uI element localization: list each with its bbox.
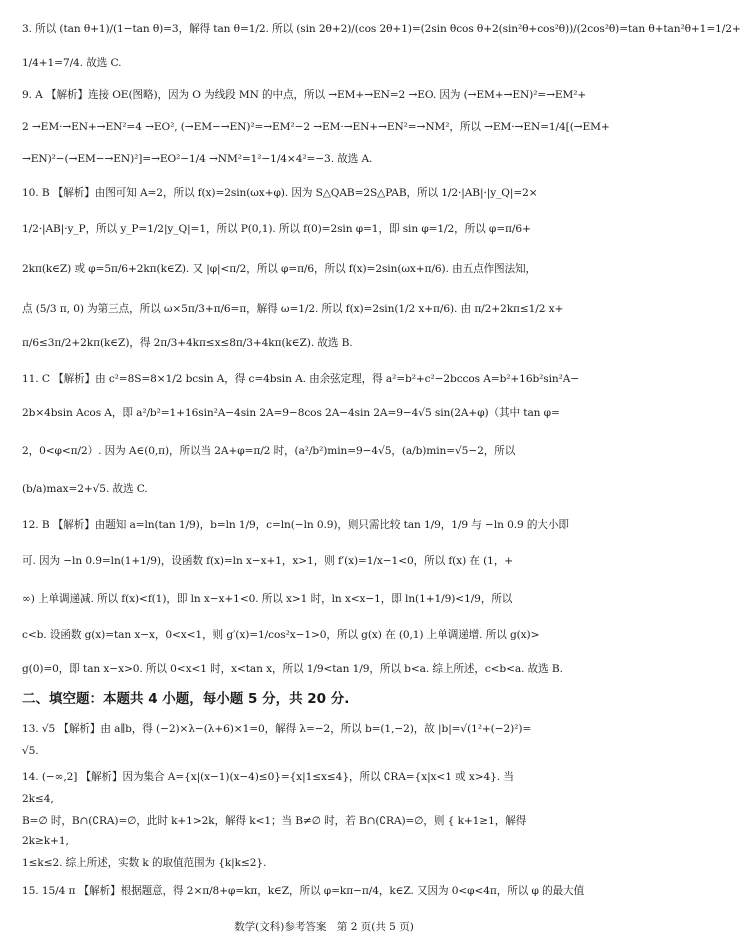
text-line: 2，0<φ<π/2）. 因为 A∈(0,π)，所以当 2A+φ=π/2 时，(a²/b²)min=9−4√5，(a/b)min=√5−2，所以 (22, 445, 516, 457)
text-line: π/6≤3π/2+2kπ(k∈Z)，得 2π/3+4kπ≤x≤8π/3+4kπ(k∈Z). 故选 B. (22, 337, 353, 349)
text-line: →EN)²−(→EM−→EN)²]=→EO²−1/4 →NM²=1²−1/4×4²=−3. 故选 A. (22, 153, 373, 165)
text-line: 9. A 【解析】连接 OE(图略)，因为 O 为线段 MN 的中点，所以 →EM+→EN=2 →EO. 因为 (→EM+→EN)²=→EM²+ (22, 89, 587, 101)
text-line: 2kπ(k∈Z) 或 φ=5π/6+2kπ(k∈Z). 又 |φ|<π/2，所以 φ=π/6，所以 f(x)=2sin(ωx+π/6). 由五点作图法知， (22, 263, 537, 275)
text-line: g(0)=0，即 tan x−x>0. 所以 0<x<1 时，x<tan x，所以 1/9<tan 1/9，所以 b<a. 综上所述，c<b<a. 故选 B. (22, 663, 563, 675)
text-line: 11. C 【解析】由 c²=8S=8×1/2 bcsin A，得 c=4bsin A. 由余弦定理，得 a²=b²+c²−2bccos A=b²+16b²sin²A− (22, 373, 580, 385)
text-line: 15. 15/4 π 【解析】根据题意，得 2×π/8+φ=kπ，k∈Z，所以 φ=kπ−π/4，k∈Z. 又因为 0<φ<4π，所以 φ 的最大值 (22, 885, 585, 897)
text-line: 1≤k≤2. 综上所述，实数 k 的取值范围为 {k|k≤2}. (22, 857, 267, 869)
section-title: 二、填空题：本题共 4 小题，每小题 5 分，共 20 分. (22, 691, 350, 707)
text-line: 12. B 【解析】由题知 a=ln(tan 1/9)，b=ln 1/9，c=ln(−ln 0.9)，则只需比较 tan 1/9，1/9 与 −ln 0.9 的大小即 (22, 519, 569, 531)
text-line: c<b. 设函数 g(x)=tan x−x，0<x<1，则 g′(x)=1/cos²x−1>0，所以 g(x) 在 (0,1) 上单调递增. 所以 g(x)> (22, 629, 540, 641)
text-line: 10. B 【解析】由图可知 A=2，所以 f(x)=2sin(ωx+φ). 因为 S△QAB=2S△PAB，所以 1/2·|AB|·|y_Q|=2× (22, 187, 538, 199)
text-line: 2k≤4, (22, 793, 54, 805)
text-line: (b/a)max=2+√5. 故选 C. (22, 483, 148, 495)
text-line: 14. (−∞,2] 【解析】因为集合 A={x|(x−1)(x−4)≤0}={x|1≤x≤4}，所以 ∁RA={x|x<1 或 x>4}. 当 (22, 771, 514, 783)
text-line: 可. 因为 −ln 0.9=ln(1+1/9)，设函数 f(x)=ln x−x+1，x>1，则 f′(x)=1/x−1<0，所以 f(x) 在 (1，+ (22, 555, 514, 567)
text-line: 点 (5/3 π, 0) 为第三点，所以 ω×5π/3+π/6=π，解得 ω=1/2. 所以 f(x)=2sin(1/2 x+π/6). 由 π/2+2kπ≤1/2 x+ (22, 303, 564, 315)
text-line: ∞) 上单调递减. 所以 f(x)<f(1)，即 ln x−x+1<0. 所以 x>1 时，ln x<x−1，即 ln(1+1/9)<1/9，所以 (22, 593, 513, 605)
page-footer: 数学(文科)参考答案 第 2 页(共 5 页) (234, 921, 414, 933)
text-line: 2k≥k+1, (22, 835, 69, 847)
text-line: 3. 所以 (tan θ+1)/(1−tan θ)=3，解得 tan θ=1/2. 所以 (sin 2θ+2)/(cos 2θ+1)=(2sin θcos θ+2(sin²θ+cos²θ))/(2cos²θ)=tan θ+tan²θ+1=1/2+ (22, 23, 741, 35)
text-line: 1/2·|AB|·y_P，所以 y_P=1/2|y_Q|=1，所以 P(0,1). 所以 f(0)=2sin φ=1，即 sin φ=1/2，所以 φ=π/6+ (22, 223, 531, 235)
text-line: √5. (22, 745, 39, 757)
text-line: 1/4+1=7/4. 故选 C. (22, 57, 122, 69)
text-line: 2 →EM·→EN+→EN²=4 →EO², (→EM−→EN)²=→EM²−2 →EM·→EN+→EN²=→NM²，所以 →EM·→EN=1/4[(→EM+ (22, 121, 610, 133)
text-line: 13. √5 【解析】由 a∥b，得 (−2)×λ−(λ+6)×1=0，解得 λ=−2，所以 b=(1,−2)，故 |b|=√(1²+(−2)²)= (22, 723, 532, 735)
text-line: 2b×4bsin Acos A，即 a²/b²=1+16sin²A−4sin 2A=9−8cos 2A−4sin 2A=9−4√5 sin(2A+φ)（其中 tan φ= (22, 407, 560, 419)
text-line: B=∅ 时，B∩(∁RA)=∅，此时 k+1>2k，解得 k<1；当 B≠∅ 时，若 B∩(∁RA)=∅，则 { k+1≥1，解得 (22, 815, 527, 827)
